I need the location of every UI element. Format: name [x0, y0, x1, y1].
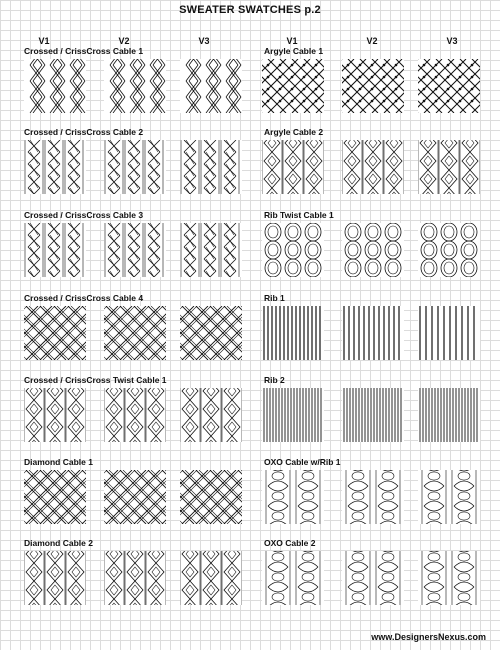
swatch-rib-1-v1	[262, 306, 324, 360]
swatch-label-crossed-crisscross-cable-2: Crossed / CrissCross Cable 2	[24, 127, 144, 137]
swatch-crossed-crisscross-cable-4-v1	[24, 306, 86, 360]
swatch-diamond-cable-1-v1	[24, 470, 86, 524]
swatch-rib-twist-cable-1-v1	[262, 223, 324, 277]
swatch-oxo-cable-2-v3	[418, 551, 480, 605]
swatch-label-diamond-cable-2: Diamond Cable 2	[24, 538, 93, 548]
swatch-rib-twist-cable-1-v3	[418, 223, 480, 277]
swatch-argyle-cable-2-v3	[418, 140, 480, 194]
swatch-crossed-crisscross-cable-4-v3	[180, 306, 242, 360]
swatch-label-diamond-cable-1: Diamond Cable 1	[24, 457, 93, 467]
swatch-argyle-cable-2-v1	[262, 140, 324, 194]
swatch-oxo-cable-2-v1	[262, 551, 324, 605]
swatch-crossed-crisscross-cable-2-v2	[104, 140, 166, 194]
swatch-argyle-cable-2-v2	[342, 140, 404, 194]
swatch-label-rib-1: Rib 1	[264, 293, 285, 303]
swatch-rib-2-v3	[418, 388, 480, 442]
column-header-right-v2: V2	[366, 36, 378, 46]
swatch-crossed-crisscross-twist-cable-1-v2	[104, 388, 166, 442]
swatch-label-rib-2: Rib 2	[264, 375, 285, 385]
swatch-diamond-cable-2-v2	[104, 551, 166, 605]
swatch-label-rib-twist-cable-1: Rib Twist Cable 1	[264, 210, 334, 220]
page-title: SWEATER SWATCHES p.2	[179, 4, 321, 16]
swatch-label-crossed-crisscross-cable-3: Crossed / CrissCross Cable 3	[24, 210, 144, 220]
swatch-crossed-crisscross-cable-3-v2	[104, 223, 166, 277]
swatch-crossed-crisscross-cable-2-v3	[180, 140, 242, 194]
column-header-left-v1: V1	[38, 36, 50, 46]
column-header-left-v2: V2	[118, 36, 130, 46]
column-header-left-v3: V3	[198, 36, 210, 46]
swatch-label-crossed-crisscross-cable-1: Crossed / CrissCross Cable 1	[24, 46, 144, 56]
swatch-crossed-crisscross-cable-1-v1	[24, 59, 86, 113]
swatch-label-oxo-cable-w-rib-1: OXO Cable w/Rib 1	[264, 457, 341, 467]
swatch-label-argyle-cable-1: Argyle Cable 1	[264, 46, 324, 56]
swatch-diamond-cable-1-v3	[180, 470, 242, 524]
swatch-crossed-crisscross-cable-3-v3	[180, 223, 242, 277]
swatch-rib-2-v2	[342, 388, 404, 442]
swatch-crossed-crisscross-cable-3-v1	[24, 223, 86, 277]
swatch-label-crossed-crisscross-cable-4: Crossed / CrissCross Cable 4	[24, 293, 144, 303]
footer-url: www.DesignersNexus.com	[371, 632, 486, 642]
swatch-argyle-cable-1-v1	[262, 59, 324, 113]
swatch-diamond-cable-2-v1	[24, 551, 86, 605]
swatch-crossed-crisscross-twist-cable-1-v3	[180, 388, 242, 442]
swatch-crossed-crisscross-cable-4-v2	[104, 306, 166, 360]
swatch-crossed-crisscross-cable-1-v2	[104, 59, 166, 113]
swatch-oxo-cable-2-v2	[342, 551, 404, 605]
swatch-crossed-crisscross-cable-1-v3	[180, 59, 242, 113]
swatch-rib-1-v2	[342, 306, 404, 360]
swatch-rib-1-v3	[418, 306, 480, 360]
column-header-right-v3: V3	[446, 36, 458, 46]
swatch-oxo-cable-w-rib-1-v1	[262, 470, 324, 524]
swatch-diamond-cable-2-v3	[180, 551, 242, 605]
swatch-crossed-crisscross-cable-2-v1	[24, 140, 86, 194]
swatch-diamond-cable-1-v2	[104, 470, 166, 524]
swatch-argyle-cable-1-v3	[418, 59, 480, 113]
column-header-right-v1: V1	[286, 36, 298, 46]
swatch-label-argyle-cable-2: Argyle Cable 2	[264, 127, 324, 137]
swatch-crossed-crisscross-twist-cable-1-v1	[24, 388, 86, 442]
swatch-oxo-cable-w-rib-1-v3	[418, 470, 480, 524]
swatch-rib-2-v1	[262, 388, 324, 442]
swatch-label-crossed-crisscross-twist-cable-1: Crossed / CrissCross Twist Cable 1	[24, 375, 167, 385]
swatch-label-oxo-cable-2: OXO Cable 2	[264, 538, 316, 548]
swatch-oxo-cable-w-rib-1-v2	[342, 470, 404, 524]
swatch-rib-twist-cable-1-v2	[342, 223, 404, 277]
swatch-argyle-cable-1-v2	[342, 59, 404, 113]
